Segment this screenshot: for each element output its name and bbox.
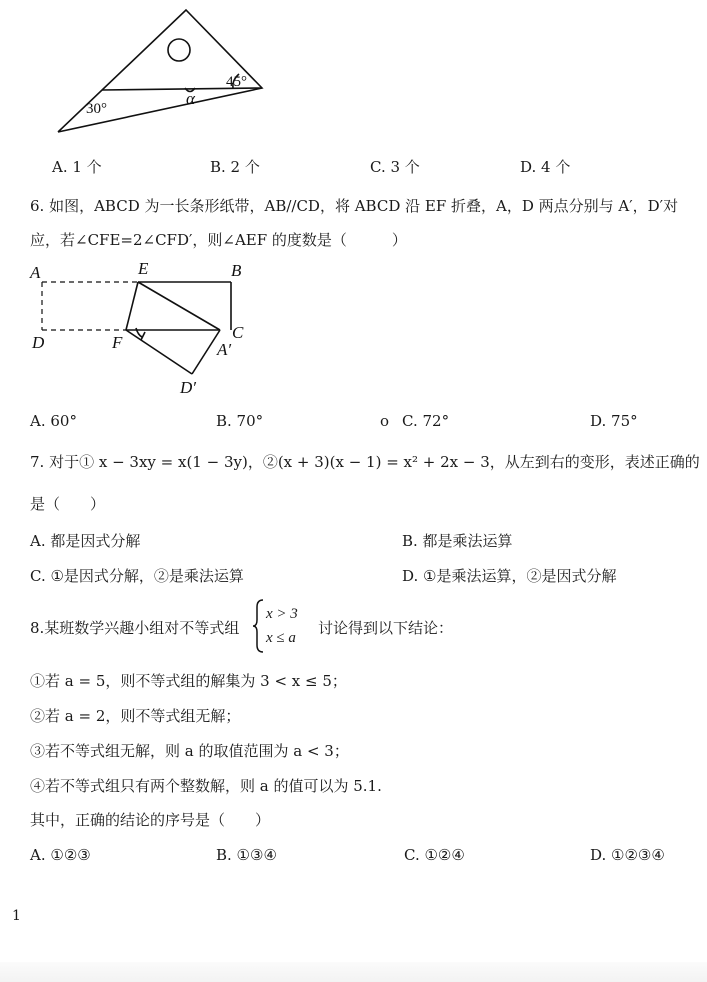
q7-option-d: D. ①是乘法运算，②是因式分解 bbox=[402, 567, 617, 585]
q5-option-c: C. 3 个 bbox=[370, 158, 420, 176]
q8-system-bottom: x ≤ a bbox=[266, 630, 296, 646]
q8-item-3: ③若不等式组无解，则 a 的取值范围为 a < 3； bbox=[30, 742, 349, 760]
q6-label-d: D bbox=[32, 333, 45, 352]
q5-option-d: D. 4 个 bbox=[520, 158, 571, 176]
left-brace-icon bbox=[252, 598, 264, 654]
q7-option-c: C. ①是因式分解，②是乘法运算 bbox=[30, 567, 244, 585]
q6-label-f: F bbox=[112, 333, 123, 352]
q8-question: 其中，正确的结论的序号是（ ） bbox=[30, 811, 271, 829]
q8-option-d: D. ①②③④ bbox=[590, 846, 665, 864]
q8-intro-before: 8.某班数学兴趣小组对不等式组 bbox=[30, 619, 240, 637]
q5-option-b: B. 2 个 bbox=[210, 158, 260, 176]
q6-stem-line1: 6. 如图，ABCD 为一长条形纸带，AB//CD，将 ABCD 沿 EF 折叠，A，D 两点分别与 A′，D′对 bbox=[30, 197, 679, 215]
q6-label-e: E bbox=[138, 259, 149, 278]
q5-alpha-label: α bbox=[186, 89, 195, 108]
q6-label-b: B bbox=[231, 261, 242, 280]
q8-option-a: A. ①②③ bbox=[30, 846, 91, 864]
q5-angle-45-label: 45° bbox=[226, 74, 247, 90]
q5-angle-30-label: 30° bbox=[86, 101, 107, 117]
q6-label-a: A bbox=[30, 263, 41, 282]
q6-stem-line2: 应，若∠CFE=2∠CFD′，则∠AEF 的度数是（ ） bbox=[30, 231, 407, 249]
q7-stem-line2: 是（ ） bbox=[30, 495, 106, 513]
q6-label-d-prime: D′ bbox=[180, 378, 196, 397]
q6-stray-mark: o bbox=[380, 412, 390, 430]
q6-label-a-prime: A′ bbox=[217, 340, 232, 359]
q8-system-top: x > 3 bbox=[266, 606, 298, 622]
q8-item-2: ②若 a = 2，则不等式组无解； bbox=[30, 707, 241, 725]
q7-option-a: A. 都是因式分解 bbox=[30, 532, 141, 550]
page-bottom-edge bbox=[0, 962, 707, 982]
q6-option-c: C. 72° bbox=[402, 412, 450, 430]
q5-triangle-figure bbox=[40, 0, 280, 140]
q8-item-1: ①若 a = 5，则不等式组的解集为 3 < x ≤ 5； bbox=[30, 672, 347, 690]
q6-label-c: C bbox=[232, 323, 244, 342]
q6-option-a: A. 60° bbox=[30, 412, 77, 430]
page-number: 1 bbox=[12, 908, 21, 924]
q8-item-4: ④若不等式组只有两个整数解，则 a 的值可以为 5.1. bbox=[30, 777, 382, 795]
q7-stem-line1: 7. 对于① x − 3xy = x(1 − 3y)，②(x + 3)(x − 1) = x² + 2x − 3，从左到右的变形，表述正确的 bbox=[30, 453, 700, 471]
q7-option-b: B. 都是乘法运算 bbox=[402, 532, 513, 550]
q8-inequality-system bbox=[252, 598, 316, 654]
q8-option-c: C. ①②④ bbox=[404, 846, 465, 864]
q6-folding-figure bbox=[28, 258, 268, 400]
q8-intro-after: 讨论得到以下结论： bbox=[318, 619, 454, 637]
q8-option-b: B. ①③④ bbox=[216, 846, 277, 864]
q6-option-d: D. 75° bbox=[590, 412, 638, 430]
q6-option-b: B. 70° bbox=[216, 412, 264, 430]
q5-option-a: A. 1 个 bbox=[52, 158, 102, 176]
